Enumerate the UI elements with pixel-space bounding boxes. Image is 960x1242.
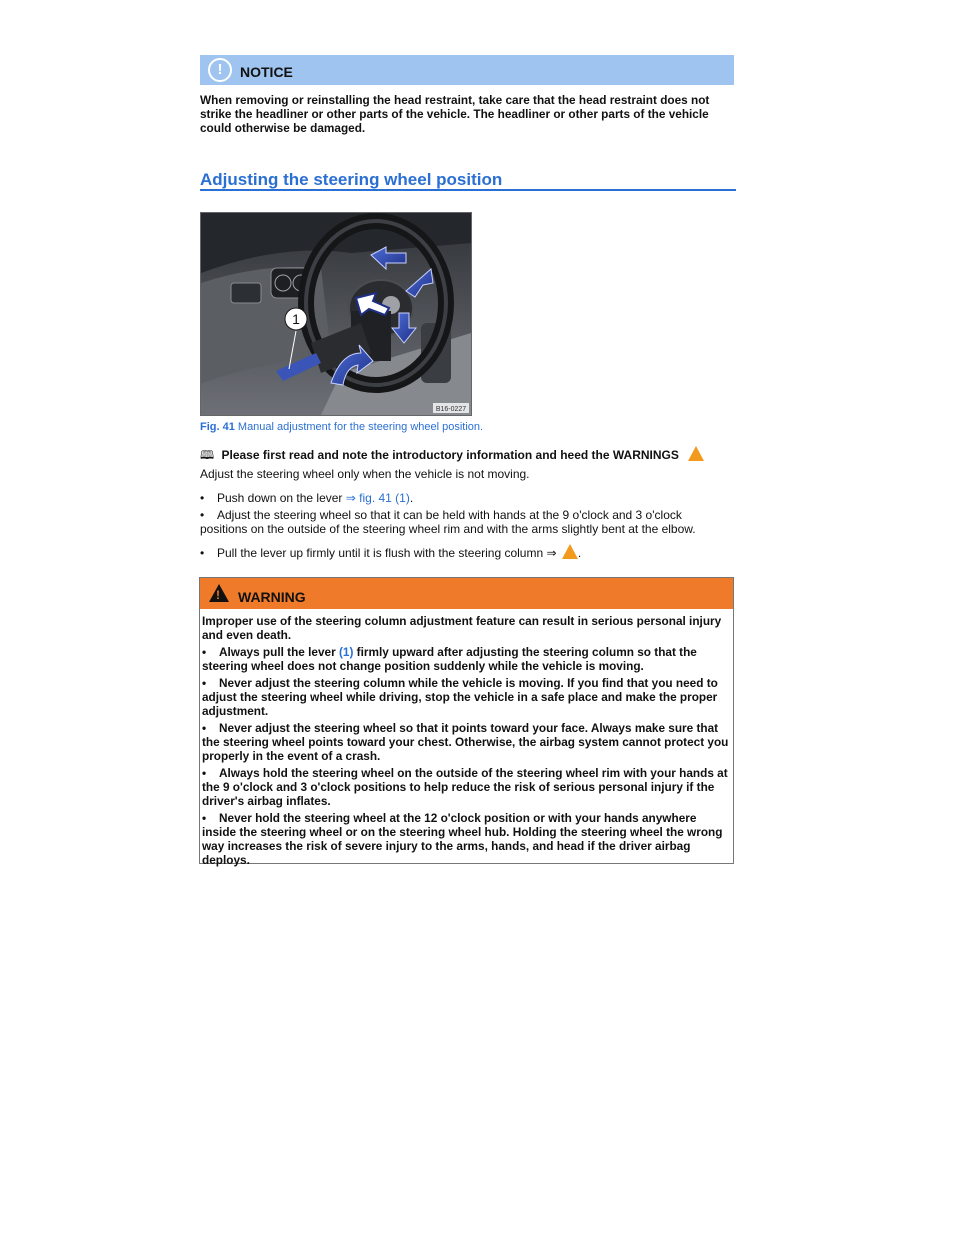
list-item-text: Push down on the lever [217, 491, 346, 505]
figure-code: B16-0227 [435, 406, 467, 413]
warning-header [200, 578, 733, 609]
bullet: • [202, 721, 207, 735]
body-paragraph: Adjust the steering wheel only when the vehicle is not moving. [200, 467, 530, 481]
bullet: • [200, 508, 205, 522]
figure-caption-text: Manual adjustment for the steering wheel position. [234, 421, 484, 433]
notice-header [200, 55, 734, 85]
bullet: • [202, 645, 207, 659]
notice-title: NOTICE [240, 64, 293, 80]
list-item-text: Adjust the steering wheel so that it can be held with hands at the 9 o'clock and 3 o'clock positions on the outside of the steering wheel rim and with the arms slightly bent at the elbow. [200, 508, 696, 536]
list-item-punct: . [409, 491, 414, 505]
warning-triangle-icon [209, 584, 229, 602]
figure-caption [200, 421, 483, 433]
warning-triangle-icon[interactable] [688, 446, 704, 461]
warning-box [199, 577, 734, 867]
warning-item: • Never hold the steering wheel at the 12 o'clock position or with your hands anywhere inside the steering wheel or on the steering wheel hub. Holding the steering wheel the wrong way increases the risk of severe injury to the arms, hands, and head if the driver airbag deploys. [202, 811, 723, 867]
section-divider [200, 189, 736, 191]
warning-title: WARNING [238, 589, 306, 605]
list-item-text: Pull the lever up firmly until it is flush with the steering column ⇒ [217, 546, 560, 560]
figure-callout-1: 1 [292, 311, 300, 327]
warning-triangle-icon[interactable] [562, 544, 578, 559]
list-item [200, 508, 730, 536]
book-icon: 🕮 [200, 448, 215, 462]
steering-wheel-figure [200, 212, 472, 416]
intro-line [200, 446, 704, 467]
warning-item: • Never adjust the steering wheel so that it points toward your face. Always make sure that the steering wheel points toward your chest. Otherwise, the airbag system cannot protect you properly in the event of a crash. [202, 721, 729, 763]
list-item [200, 491, 730, 505]
section-title: Adjusting the steering wheel position [200, 170, 503, 189]
list-item-punct: . [577, 546, 582, 560]
bullet: • [200, 491, 205, 505]
bullet: • [202, 811, 207, 825]
warning-item: • Always hold the steering wheel on the outside of the steering wheel rim with your hands at the 9 o'clock and 3 o'clock positions to help reduce the risk of serious personal injury if the driver's airbag inflates. [202, 766, 728, 808]
fig-reference-link[interactable]: ⇒ fig. 41 (1) [345, 491, 410, 505]
bullet: • [202, 676, 207, 690]
intro-text: Please first read and note the introductory information and heed the WARNINGS [221, 448, 679, 462]
notice-text: When removing or reinstalling the head restraint, take care that the head restraint does not strike the headliner or other parts of the vehicle. The headliner or other parts of the vehicle could otherwise be damaged. [200, 93, 710, 135]
exclamation-circle-icon: ! [208, 58, 232, 82]
lever-reference-link[interactable]: (1) [338, 645, 354, 659]
warning-intro: Improper use of the steering column adjustment feature can result in serious personal injury and even death. [202, 614, 722, 642]
bullet: • [200, 546, 205, 560]
warning-item: • Never adjust the steering column while the vehicle is moving. If you find that you need to adjust the steering wheel while driving, stop the vehicle in a safe place and make the proper adjustment. [202, 676, 718, 718]
figure-caption-label: Fig. 41 [200, 421, 235, 433]
bullet: • [202, 766, 207, 780]
list-item [200, 544, 730, 560]
steering-wheel-illustration [201, 213, 471, 415]
warning-item: • Always pull the lever (1) firmly upward after adjusting the steering column so that the steering wheel does not change position suddenly while the vehicle is moving. [202, 645, 697, 673]
